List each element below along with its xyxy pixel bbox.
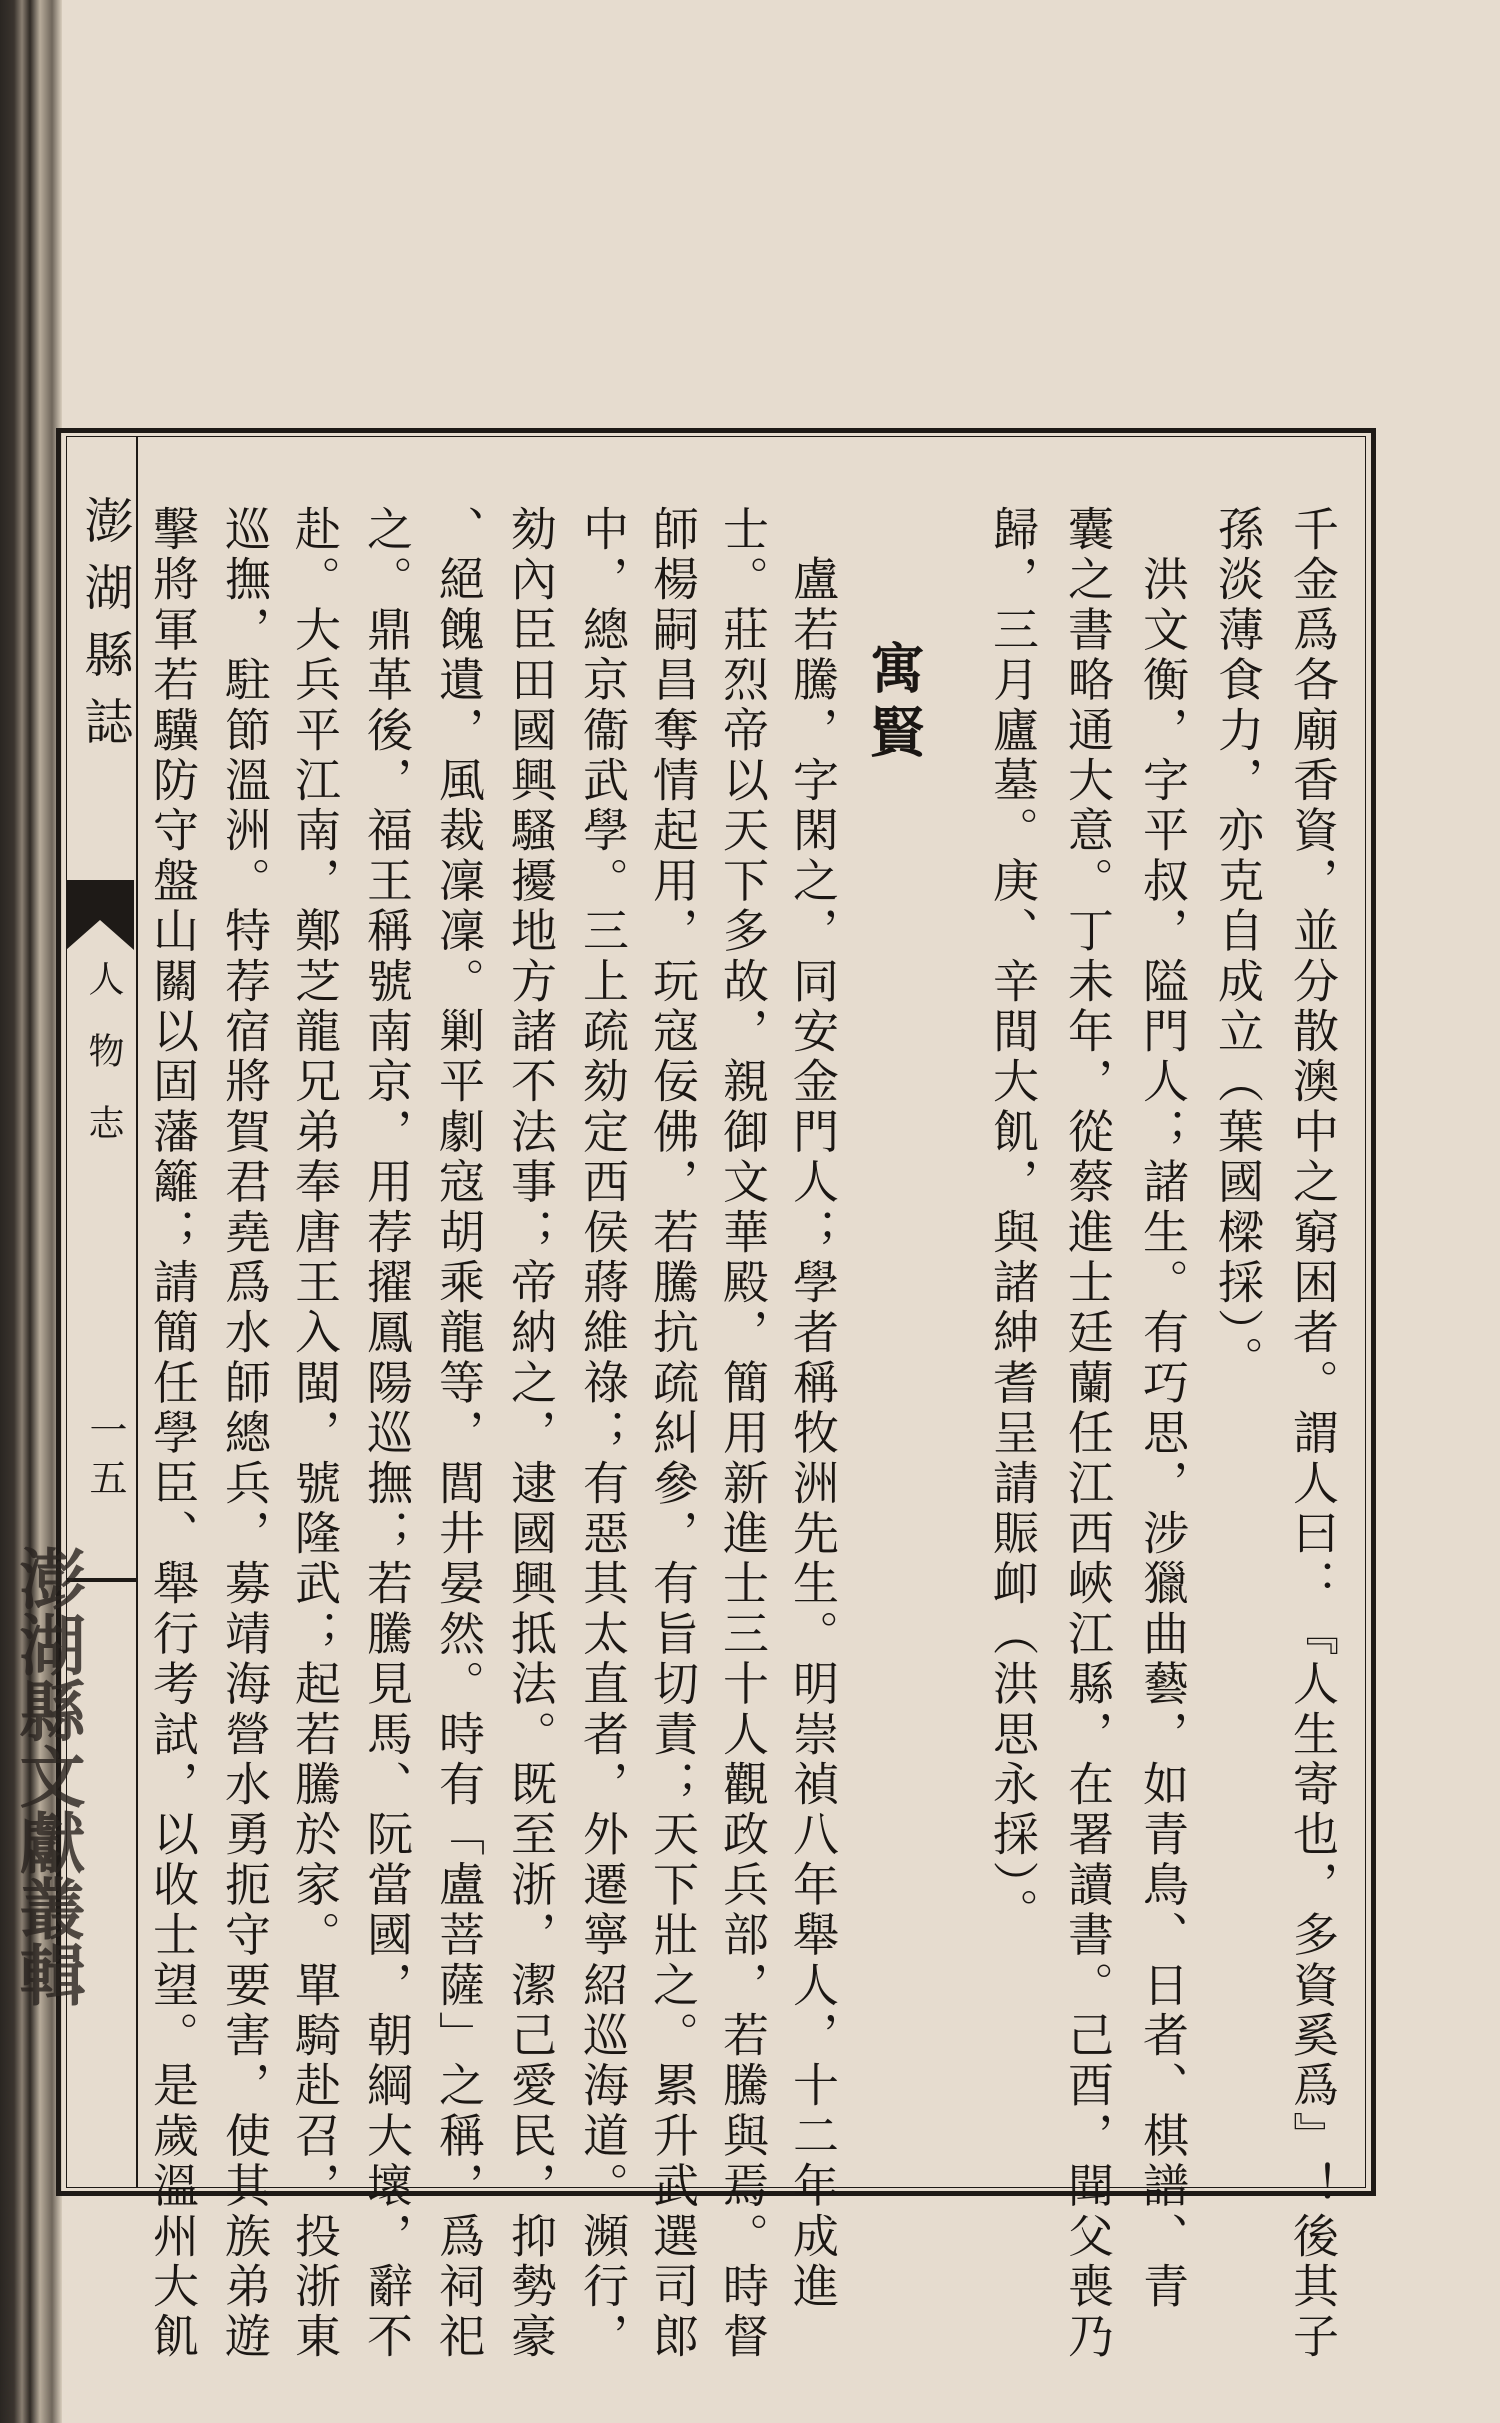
text-column-10: 劾內臣田國興騷擾地方諸不法事；帝納之，逮國興抵法。既至浙，潔己愛民，抑勢豪: [504, 505, 558, 2363]
text-column-7: 士。莊烈帝以天下多故，親御文華殿，簡用新進士三十人觀政兵部，若騰與焉。時督: [716, 505, 770, 2363]
text-column-11: 、絕餽遺，風裁凜凜。剿平劇寇胡乘龍等，閭井晏然。時有「盧菩薩」之稱，爲祠祀: [432, 505, 486, 2363]
text-column-14: 巡撫，駐節溫洲。特荐宿將賀君堯爲水師總兵，募靖海營水勇扼守要害，使其族弟遊: [218, 505, 272, 2363]
text-column-8: 師楊嗣昌奪情起用，玩寇佞佛，若騰抗疏糾參，有旨切責；天下壯之。累升武選司郎: [646, 505, 700, 2363]
text-column-1: 千金爲各廟香資，並分散澳中之窮困者。謂人曰：『人生寄也，多資奚爲』！後其子: [1286, 505, 1340, 2363]
text-column-15: 擊將軍若驥防守盤山關以固藩籬；請簡任學臣、舉行考試，以收士望。是歲溫州大飢: [146, 505, 200, 2363]
book-spine-edge: [0, 0, 62, 2423]
text-column-9: 中，總京衞武學。三上疏劾定西侯蔣維祿；有惡其太直者，外遷寧紹巡海道。瀕行，: [576, 505, 630, 2363]
text-column-3: 洪文衡，字平叔，隘門人；諸生。有巧思，涉獵曲藝，如青鳥、日者、棋譜、青: [1136, 505, 1190, 2313]
text-column-4: 囊之書略通大意。丁未年，從蔡進士廷蘭任江西峽江縣，在署讀書。己酉，聞父喪乃: [1061, 505, 1115, 2363]
text-column-5: 歸，三月廬墓。庚、辛間大飢，與諸紳耆呈請賑卹（洪思永採）。: [986, 505, 1040, 1938]
text-column-6: 盧若騰，字閑之，同安金門人；學者稱牧洲先生。明崇禎八年舉人，十二年成進: [786, 505, 840, 2313]
margin-section-title: 人物志: [83, 960, 124, 1176]
text-column-12: 之。鼎革後，福王稱號南京，用荐擢鳳陽巡撫；若騰見馬、阮當國，朝綱大壞，辭不: [360, 505, 414, 2363]
margin-page-number: 一五: [83, 1410, 127, 1506]
margin-book-title: 澎湖縣誌: [77, 495, 134, 763]
text-column-2: 孫淡薄食力，亦克自成立（葉國樑採）。: [1211, 505, 1265, 1386]
text-column-13: 赴。大兵平江南，鄭芝龍兄弟奉唐王入閩，號隆武；起若騰於家。單騎赴召，投浙東: [288, 505, 342, 2363]
edge-stamp-text: 澎湖縣文獻叢輯: [8, 1545, 86, 2007]
section-heading: 寓賢: [862, 640, 926, 768]
